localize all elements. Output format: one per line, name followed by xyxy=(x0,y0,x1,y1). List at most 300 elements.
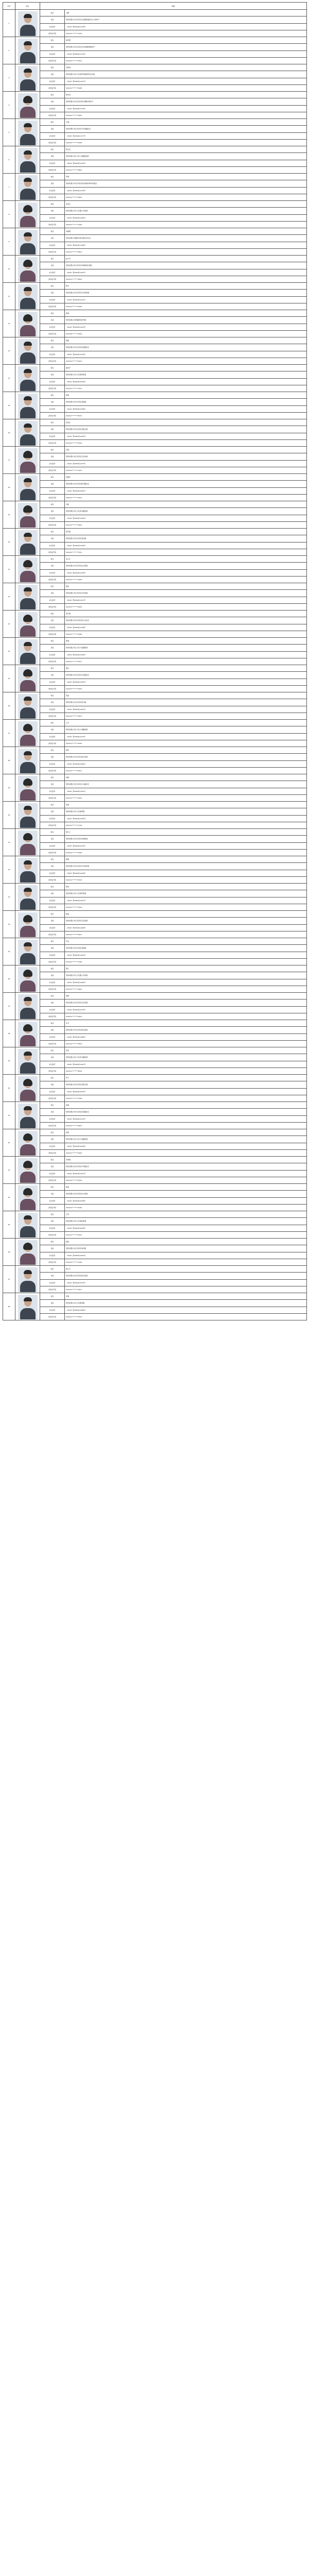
table-row xyxy=(3,918,307,924)
photo-hair xyxy=(24,806,32,810)
case-no-label: 执行案号 xyxy=(40,924,65,931)
case-no-value: （2022）黔0302执1198号 xyxy=(65,242,307,248)
photo-body xyxy=(20,871,36,883)
case-no-label: 执行案号 xyxy=(40,1088,65,1095)
id-no-value: 522101********5039 xyxy=(65,303,307,310)
photo-hair xyxy=(24,1052,32,1056)
photo-hair xyxy=(23,833,32,840)
table-row xyxy=(3,856,307,863)
id-no-value: 522101********2226 xyxy=(65,1204,307,1211)
name-label: 姓名 xyxy=(40,1157,65,1163)
photo-hair xyxy=(24,697,32,701)
photo-cell xyxy=(15,37,40,64)
table-row xyxy=(3,344,307,351)
id-no-value: 522121********4038 xyxy=(65,84,307,91)
person-photo xyxy=(18,831,38,855)
address-value: 贵州省遵义市红花岗区礼仪街道 xyxy=(65,1191,307,1197)
row-index: 41 xyxy=(3,1102,15,1129)
photo-hair xyxy=(23,615,32,622)
table-row xyxy=(3,228,307,235)
table-row xyxy=(3,1040,307,1047)
id-no-value: 522101********3616 xyxy=(65,194,307,200)
person-photo xyxy=(18,557,38,582)
table-row xyxy=(3,221,307,228)
photo-body xyxy=(20,1172,36,1183)
table-row xyxy=(3,1075,307,1081)
case-no-value: （2022）黔0302执1211号 xyxy=(65,296,307,303)
photo-body xyxy=(20,1281,36,1292)
table-row xyxy=(3,119,307,126)
person-photo xyxy=(18,694,38,719)
table-row xyxy=(3,529,307,535)
id-no-value: 522101********1527 xyxy=(65,467,307,473)
photo-hair xyxy=(24,150,32,155)
address-label: 住址 xyxy=(40,126,65,132)
id-no-label: 身份证号码 xyxy=(40,248,65,255)
name-label: 姓名 xyxy=(40,938,65,945)
name-value: 刘建国 xyxy=(65,228,307,235)
case-no-value: （2022）黔0302执1586号 xyxy=(65,1307,307,1313)
row-index: 17 xyxy=(3,447,15,474)
row-index: 36 xyxy=(3,965,15,993)
table-row xyxy=(3,351,307,358)
table-row xyxy=(3,1170,307,1177)
table-row xyxy=(3,262,307,269)
address-label: 住址 xyxy=(40,918,65,924)
id-no-value: 522121********4517 xyxy=(65,658,307,665)
table-row xyxy=(3,583,307,590)
table-row xyxy=(3,71,307,78)
id-no-value: 522101********0515 xyxy=(65,876,307,883)
name-label: 姓名 xyxy=(40,365,65,371)
photo-cell xyxy=(15,1157,40,1184)
photo-hair xyxy=(23,915,32,922)
photo-cell xyxy=(15,146,40,174)
table-row xyxy=(3,174,307,180)
table-row xyxy=(3,310,307,317)
address-value: 贵州省遵义市汇川区高坪街道 xyxy=(65,890,307,897)
photo-hair xyxy=(24,478,32,482)
address-value: 贵州省遵义市汇川区团泽镇 xyxy=(65,1300,307,1307)
table-row xyxy=(3,945,307,952)
photo-cell xyxy=(15,583,40,611)
photo-hair xyxy=(24,751,32,755)
photo-hair xyxy=(24,41,32,45)
row-index: 8 xyxy=(3,201,15,228)
person-photo xyxy=(18,148,38,173)
table-row xyxy=(3,57,307,64)
name-value: 陈红 xyxy=(65,965,307,972)
id-no-label: 身份证号码 xyxy=(40,1177,65,1183)
table-row xyxy=(3,754,307,760)
table-row xyxy=(3,248,307,255)
address-label: 住址 xyxy=(40,208,65,214)
id-no-value: 522126********2044 xyxy=(65,330,307,337)
person-photo xyxy=(18,66,38,91)
id-no-label: 身份证号码 xyxy=(40,330,65,337)
photo-body xyxy=(20,79,36,91)
table-row xyxy=(3,788,307,794)
table-row xyxy=(3,611,307,617)
photo-hair xyxy=(23,560,32,567)
table-row xyxy=(3,733,307,740)
photo-cell xyxy=(15,802,40,829)
name-value: 王军 xyxy=(65,1211,307,1218)
table-row xyxy=(3,1279,307,1286)
case-no-value: （2022）黔0302执1164号 xyxy=(65,160,307,166)
name-label: 姓名 xyxy=(40,419,65,426)
photo-hair xyxy=(23,1079,32,1086)
row-index: 2 xyxy=(3,37,15,64)
id-no-value: 522101********1248 xyxy=(65,1259,307,1265)
photo-cell xyxy=(15,283,40,310)
table-row xyxy=(3,658,307,665)
id-no-value: 522101********4216 xyxy=(65,439,307,446)
case-no-value: （2022）黔0302执1463号 xyxy=(65,979,307,986)
table-row xyxy=(3,904,307,910)
photo-hair xyxy=(24,1106,32,1110)
case-no-value: （2022）黔0302执1281号 xyxy=(65,487,307,494)
table-row xyxy=(3,938,307,945)
photo-cell xyxy=(15,884,40,911)
table-row xyxy=(3,166,307,173)
id-no-value: 522121********4025 xyxy=(65,1149,307,1156)
table-row xyxy=(3,603,307,610)
table-row xyxy=(3,1109,307,1115)
address-label: 住址 xyxy=(40,863,65,870)
name-value: 胡小平 xyxy=(65,1266,307,1273)
table-row xyxy=(3,187,307,194)
table-row xyxy=(3,924,307,931)
name-label: 姓名 xyxy=(40,310,65,317)
table-row xyxy=(3,84,307,91)
case-no-label: 执行案号 xyxy=(40,1307,65,1313)
photo-body xyxy=(20,1144,36,1156)
person-photo xyxy=(18,1158,38,1183)
name-value: 邓永红 xyxy=(65,201,307,208)
name-label: 姓名 xyxy=(40,119,65,126)
table-row xyxy=(3,1122,307,1129)
case-no-label: 执行案号 xyxy=(40,897,65,904)
table-row xyxy=(3,256,307,262)
address-value: 贵州省遵义市红花岗区中山路社区 xyxy=(65,781,307,788)
photo-body xyxy=(20,1199,36,1210)
address-value: 贵州省遵义市红花岗区长征街道 xyxy=(65,918,307,924)
id-no-label: 身份证号码 xyxy=(40,521,65,528)
photo-cell xyxy=(15,1129,40,1157)
table-row xyxy=(3,112,307,118)
person-photo xyxy=(18,284,38,309)
case-no-label: 执行案号 xyxy=(40,842,65,849)
case-no-value: （2022）黔0302执1448号 xyxy=(65,924,307,931)
case-no-label: 执行案号 xyxy=(40,269,65,276)
id-no-value: 522101********3917 xyxy=(65,1286,307,1293)
address-label: 住址 xyxy=(40,371,65,378)
row-index: 47 xyxy=(3,1266,15,1293)
person-photo xyxy=(18,1240,38,1265)
photo-body xyxy=(20,707,36,719)
table-row xyxy=(3,1020,307,1027)
photo-cell xyxy=(15,774,40,802)
photo-hair xyxy=(24,423,32,428)
name-label: 姓名 xyxy=(40,474,65,481)
address-value: 贵州省遵义市红花岗区南关街道办新华居委会 xyxy=(65,180,307,187)
address-label: 住址 xyxy=(40,1136,65,1143)
address-value: 贵州省遵义市红花岗区忠庄街道 xyxy=(65,999,307,1006)
table-row xyxy=(3,92,307,98)
address-value: 贵州省遵义市红花岗区巷口镇 xyxy=(65,699,307,706)
row-index: 16 xyxy=(3,419,15,447)
photo-cell xyxy=(15,474,40,501)
name-label: 姓名 xyxy=(40,1102,65,1109)
address-value: 贵州省遵义市红花岗区舟水桥街道 xyxy=(65,863,307,870)
photo-hair xyxy=(24,396,32,400)
name-label: 姓名 xyxy=(40,174,65,180)
photo-hair xyxy=(24,997,32,1001)
person-photo xyxy=(18,1131,38,1156)
table-row xyxy=(3,1191,307,1197)
table-row xyxy=(3,283,307,290)
address-label: 住址 xyxy=(40,535,65,542)
table-row xyxy=(3,126,307,132)
row-index: 12 xyxy=(3,310,15,337)
case-no-label: 执行案号 xyxy=(40,50,65,57)
name-label: 姓名 xyxy=(40,1047,65,1054)
name-value: 谢永平 xyxy=(65,365,307,371)
name-label: 姓名 xyxy=(40,556,65,563)
case-no-value: （2022）黔0302执1263号 xyxy=(65,433,307,439)
table-row xyxy=(3,979,307,986)
name-label: 姓名 xyxy=(40,146,65,153)
address-label: 住址 xyxy=(40,98,65,105)
photo-hair xyxy=(24,69,32,73)
row-index: 28 xyxy=(3,747,15,774)
photo-cell xyxy=(15,638,40,665)
photo-cell xyxy=(15,419,40,447)
photo-hair xyxy=(24,232,32,236)
table-row xyxy=(3,1184,307,1191)
photo-body xyxy=(20,598,36,609)
table-row xyxy=(3,467,307,473)
id-no-value: 522101********0019 xyxy=(65,358,307,364)
address-value: 贵州省遵义市汇川区董公寺街道 xyxy=(65,972,307,979)
row-index: 40 xyxy=(3,1075,15,1102)
address-label: 住址 xyxy=(40,1027,65,1033)
table-row xyxy=(3,958,307,965)
photo-body xyxy=(20,1253,36,1265)
row-index: 33 xyxy=(3,884,15,911)
table-row xyxy=(3,1245,307,1252)
row-index: 37 xyxy=(3,993,15,1020)
name-label: 姓名 xyxy=(40,447,65,453)
table-row xyxy=(3,1081,307,1088)
case-no-label: 执行案号 xyxy=(40,1033,65,1040)
address-value: 贵州省遵义市红花岗区迎红街道 xyxy=(65,754,307,760)
table-row xyxy=(3,481,307,487)
table-row xyxy=(3,269,307,276)
photo-body xyxy=(20,243,36,255)
person-photo xyxy=(18,858,38,883)
address-value: 贵州省遵义市汇川区团泽镇 xyxy=(65,808,307,815)
address-label: 住址 xyxy=(40,1054,65,1061)
case-no-value: （2022）黔0302执1203号 xyxy=(65,269,307,276)
table-row xyxy=(3,802,307,808)
table-row xyxy=(3,876,307,883)
case-no-value: （2022）黔0302执1367号 xyxy=(65,706,307,713)
photo-cell xyxy=(15,1239,40,1266)
case-no-label: 执行案号 xyxy=(40,1006,65,1013)
table-row xyxy=(3,1307,307,1313)
table-row xyxy=(3,132,307,139)
person-photo xyxy=(18,1213,38,1238)
case-no-value: （2022）黔0302执1136号 xyxy=(65,23,307,30)
photo-cell xyxy=(15,1047,40,1075)
address-label: 住址 xyxy=(40,781,65,788)
name-value: 杨世明 xyxy=(65,37,307,44)
table-row xyxy=(3,419,307,426)
row-index: 23 xyxy=(3,611,15,638)
address-label: 住址 xyxy=(40,1109,65,1115)
name-value: 肖文 xyxy=(65,938,307,945)
photo-body xyxy=(20,161,36,173)
case-no-label: 执行案号 xyxy=(40,460,65,467)
table-row xyxy=(3,890,307,897)
table-row xyxy=(3,1102,307,1109)
photo-body xyxy=(20,1008,36,1019)
case-no-label: 执行案号 xyxy=(40,1197,65,1204)
table-row xyxy=(3,242,307,248)
photo-body xyxy=(20,52,36,63)
address-label: 住址 xyxy=(40,426,65,433)
photo-body xyxy=(20,762,36,773)
address-label: 住址 xyxy=(40,153,65,160)
name-value: 陈丽 xyxy=(65,1184,307,1191)
table-row xyxy=(3,1047,307,1054)
photo-hair xyxy=(24,860,32,865)
address-value: 贵州省遵义市红花岗区长征街道 xyxy=(65,453,307,460)
address-label: 住址 xyxy=(40,999,65,1006)
name-label: 姓名 xyxy=(40,64,65,71)
table-row xyxy=(3,412,307,419)
id-no-label: 身份证号码 xyxy=(40,30,65,37)
case-no-label: 执行案号 xyxy=(40,23,65,30)
case-no-value: （2022）黔0302执1405号 xyxy=(65,815,307,822)
person-photo xyxy=(18,1104,38,1128)
table-row xyxy=(3,774,307,781)
table-row xyxy=(3,1033,307,1040)
id-no-label: 身份证号码 xyxy=(40,1067,65,1074)
photo-cell xyxy=(15,447,40,474)
table-row xyxy=(3,378,307,385)
row-index: 48 xyxy=(3,1293,15,1320)
table-row xyxy=(3,330,307,337)
name-label: 姓名 xyxy=(40,1184,65,1191)
table-row xyxy=(3,371,307,378)
address-label: 住址 xyxy=(40,1081,65,1088)
table-row xyxy=(3,999,307,1006)
table-row xyxy=(3,433,307,439)
table-row xyxy=(3,993,307,999)
name-value: 曾伟 xyxy=(65,884,307,890)
table-row xyxy=(3,208,307,214)
id-no-value: 522121********2841 xyxy=(65,986,307,992)
id-no-label: 身份证号码 xyxy=(40,303,65,310)
id-no-value: 522101********1845 xyxy=(65,576,307,583)
table-row xyxy=(3,842,307,849)
table-row xyxy=(3,685,307,692)
name-value: 马敬 xyxy=(65,10,307,16)
person-photo xyxy=(18,803,38,828)
table-row xyxy=(3,160,307,166)
id-no-label: 身份证号码 xyxy=(40,794,65,801)
id-no-value: 522101********6344 xyxy=(65,1177,307,1183)
table-row xyxy=(3,399,307,405)
address-value: 贵州省遵义市红花岗区老城街道办事处 xyxy=(65,262,307,269)
id-no-value: 522121********1246 xyxy=(65,221,307,228)
table-row xyxy=(3,931,307,938)
row-index: 14 xyxy=(3,365,15,392)
address-value: 贵州省遵义市汇川区高坪街道高坪社区2组 xyxy=(65,71,307,78)
table-row xyxy=(3,1286,307,1293)
name-label: 姓名 xyxy=(40,256,65,262)
photo-body xyxy=(20,571,36,582)
table-row xyxy=(3,692,307,699)
row-index: 6 xyxy=(3,146,15,174)
table-row xyxy=(3,1313,307,1320)
photo-body xyxy=(20,953,36,964)
case-no-label: 执行案号 xyxy=(40,1061,65,1067)
id-no-label: 身份证号码 xyxy=(40,1013,65,1020)
person-photo xyxy=(18,476,38,500)
address-label: 住址 xyxy=(40,508,65,515)
photo-hair xyxy=(23,96,32,103)
name-label: 姓名 xyxy=(40,802,65,808)
photo-hair xyxy=(23,1024,32,1031)
table-row xyxy=(3,1266,307,1273)
table-row xyxy=(3,760,307,767)
photo-body xyxy=(20,544,36,555)
name-value: 唐勇 xyxy=(65,993,307,999)
table-row xyxy=(3,822,307,828)
id-no-label: 身份证号码 xyxy=(40,1286,65,1293)
photo-cell xyxy=(15,965,40,993)
photo-body xyxy=(20,189,36,200)
name-value: 石敏 xyxy=(65,447,307,453)
table-row xyxy=(3,44,307,50)
row-index: 30 xyxy=(3,802,15,829)
name-label: 姓名 xyxy=(40,10,65,16)
photo-cell xyxy=(15,1184,40,1211)
table-row xyxy=(3,549,307,555)
person-photo xyxy=(18,1076,38,1101)
photo-cell xyxy=(15,1102,40,1129)
id-no-label: 身份证号码 xyxy=(40,1149,65,1156)
photo-hair xyxy=(24,1270,32,1274)
row-index: 38 xyxy=(3,1020,15,1047)
case-no-value: （2022）黔0302执1559号 xyxy=(65,1225,307,1231)
case-no-value: （2022）黔0302执1391号 xyxy=(65,788,307,794)
table-row xyxy=(3,651,307,658)
case-no-value: （2022）黔0302执1304号 xyxy=(65,542,307,549)
photo-cell xyxy=(15,310,40,337)
id-no-value: 522121********5533 xyxy=(65,1313,307,1320)
table-row xyxy=(3,1067,307,1074)
id-no-value: 522121********7118 xyxy=(65,822,307,828)
case-no-value: （2022）黔0302执1355号 xyxy=(65,679,307,685)
id-no-value: 522101********3012 xyxy=(65,494,307,501)
id-no-value: 522101********3224 xyxy=(65,685,307,692)
table-row xyxy=(3,706,307,713)
